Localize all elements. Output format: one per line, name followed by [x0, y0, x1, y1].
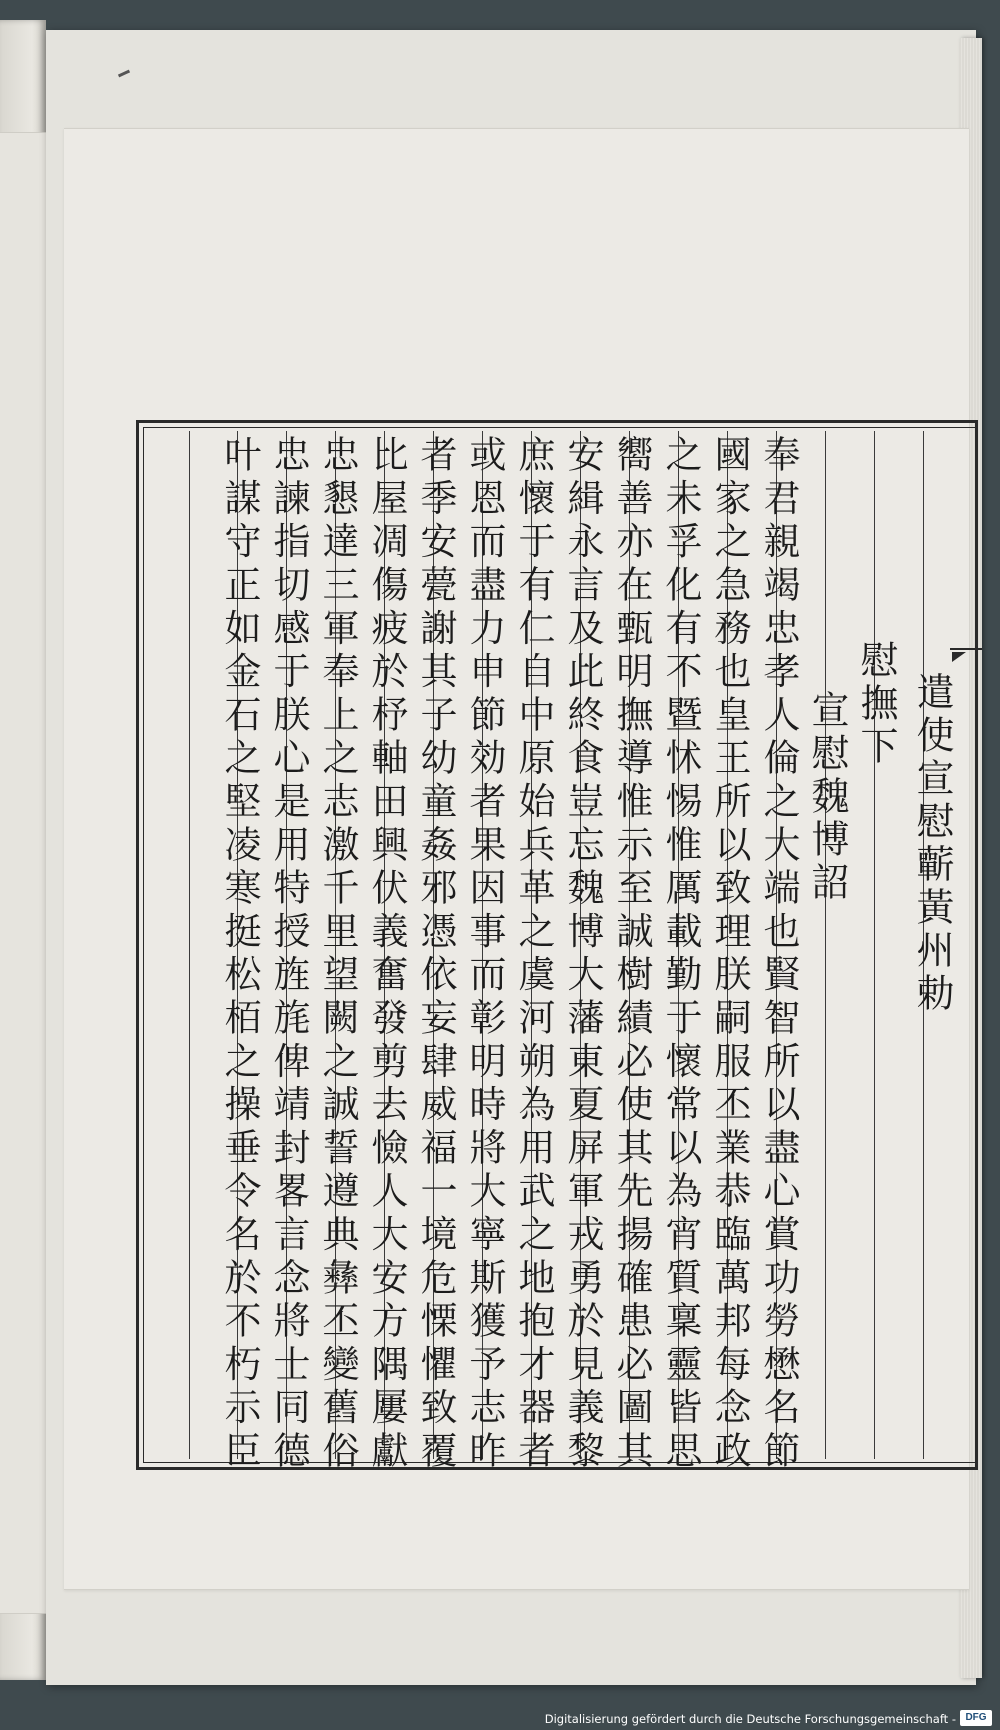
heading-sub1: 慰撫下 — [854, 640, 898, 769]
heading-sub2: 宣慰魏博詔 — [805, 690, 849, 905]
left-facing-page — [0, 20, 46, 1680]
text-column-10: 忠懇達三軍奉上之志激千里望闕之誠誓遵典彝丕變舊俗 — [316, 435, 359, 1475]
text-column-4: 嚮善亦在甄明撫導惟示至誠樹績必使其先揚確患必圖其 — [610, 435, 653, 1475]
text-column-7: 或恩而盡力申節効者果因事而彰明時將大寧斯獲予志昨 — [463, 435, 506, 1475]
column-rule — [874, 431, 875, 1459]
text-column-6: 庶懷于有仁自中原始兵革之虞河朔為用武之地抱才器者 — [512, 435, 555, 1475]
text-column-9: 比屋凋傷疲於杼軸田興伏義奮發剪去憸人大安方隅屢獻 — [365, 435, 408, 1475]
heading-title: 遣使宣慰蘄黃州勅 — [910, 672, 954, 1016]
text-column-5: 安緝永言及此終食豈忘魏博大藩東夏屏軍戎勇於見義黎 — [561, 435, 604, 1475]
dfg-logo: DFG — [960, 1710, 992, 1726]
text-column-8: 者季安甍謝其子幼童姦邪憑依妄肆威福一境危慄懼致覆 — [414, 435, 457, 1475]
fishtail-mark — [952, 652, 966, 662]
column-rule — [825, 431, 826, 1459]
text-column-11: 忠諫指切感于朕心是用特授旌旄俾靖封畧言念將士同德 — [267, 435, 310, 1475]
left-page-leaf — [0, 132, 46, 1614]
text-frame — [136, 420, 978, 1470]
text-column-1: 奉君親竭忠孝人倫之大端也賢智所以盡心賞功勞懋名節 — [757, 435, 800, 1475]
text-column-2: 國家之急務也皇王所以致理朕嗣服丕業恭臨萬邦每念政 — [708, 435, 751, 1475]
column-rule — [189, 431, 190, 1459]
text-column-3: 之未孚化有不暨怵惕惟厲載勤于懷常以為宵質稟靈皆思 — [659, 435, 702, 1475]
footer-credit: Digitalisierung gefördert durch die Deutsche Forschungsgemeinschaft - — [544, 1712, 956, 1726]
text-column-12: 叶謀守正如金石之堅凌寒挺松栢之操垂令名於不朽示臣 — [218, 435, 261, 1475]
